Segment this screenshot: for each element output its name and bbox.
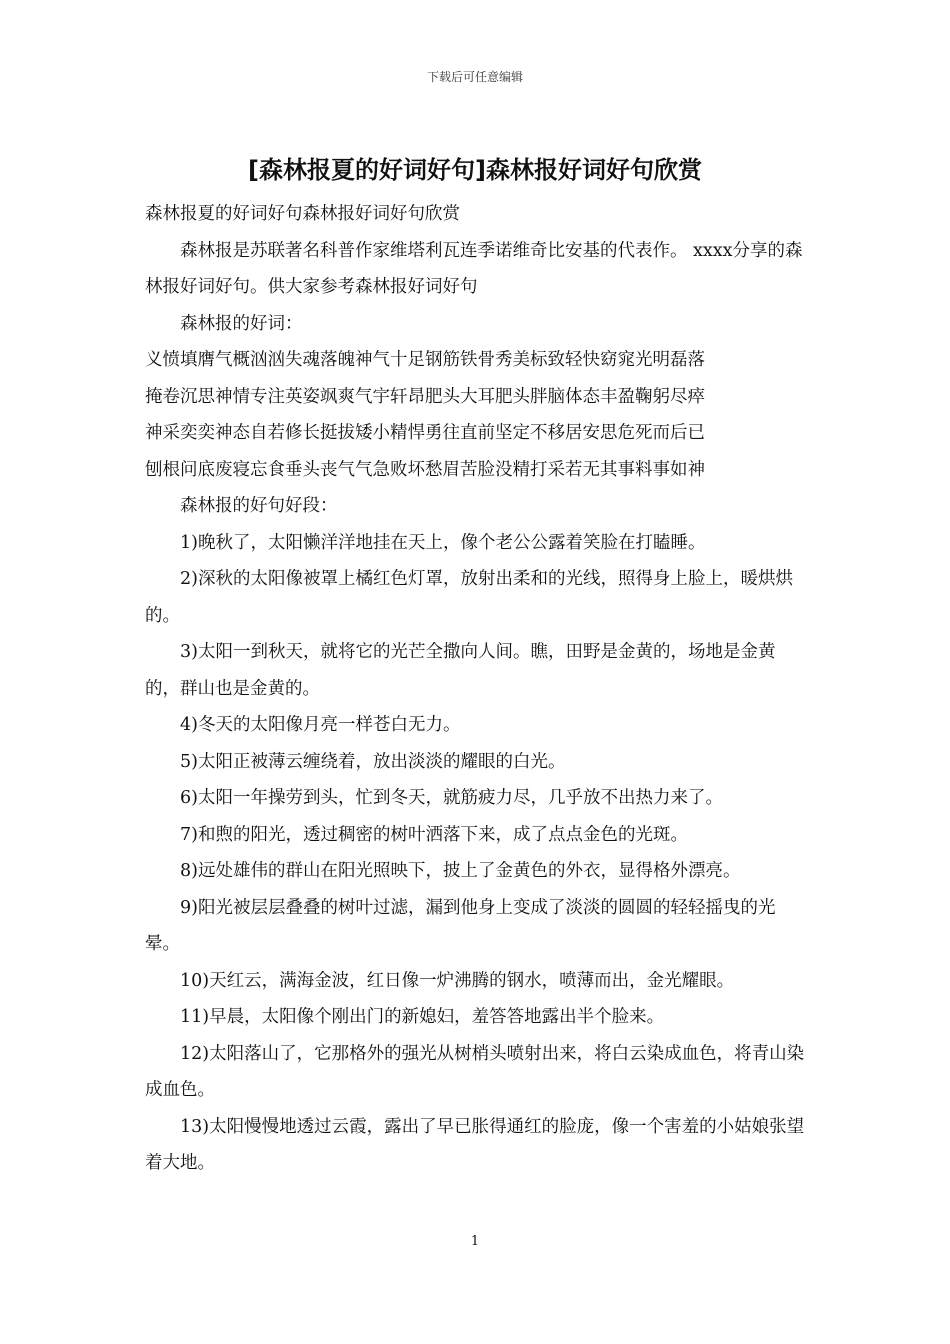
words-line: 神采奕奕神态自若修长挺拔矮小精悍勇往直前坚定不移居安思危死而后已	[145, 423, 705, 443]
sentence-item: 9)阳光被层层叠叠的树叶过滤，漏到他身上变成了淡淡的圆圆的轻轻摇曳的光晕。	[145, 897, 776, 954]
intro-paragraph: 森林报是苏联著名科普作家维塔利瓦连季诺维奇比安基的代表作。 xxxx分享的森林报好词好句。供大家参考森林报好词好句	[145, 240, 803, 297]
sentence-item: 8)远处雄伟的群山在阳光照映下，披上了金黄色的外衣，显得格外漂亮。	[180, 861, 741, 881]
sentence-item: 4)冬天的太阳像月亮一样苍白无力。	[180, 715, 461, 735]
sentence-item: 11)早晨，太阳像个刚出门的新媳妇，羞答答地露出半个脸来。	[180, 1007, 665, 1027]
subtitle: 森林报夏的好词好句森林报好词好句欣赏	[145, 204, 460, 224]
words-heading: 森林报的好词：	[180, 313, 303, 334]
header-note: 下载后可任意编辑	[426, 70, 523, 84]
sentence-item: 3)太阳一到秋天，就将它的光芒全撒向人间。瞧，田野是金黄的，场地是金黄的，群山也是金黄的。	[145, 642, 776, 699]
sentence-item: 2)深秋的太阳像被罩上橘红色灯罩，放射出柔和的光线，照得身上脸上，暖烘烘的。	[145, 569, 793, 626]
words-line: 刨根问底废寝忘食垂头丧气气急败坏愁眉苦脸没精打采若无其事料事如神	[145, 459, 705, 480]
sentence-item: 1)晚秋了，太阳懒洋洋地挂在天上，像个老公公露着笑脸在打瞌睡。	[180, 532, 706, 553]
page-number: 1	[470, 1234, 480, 1249]
document-title: [森林报夏的好词好句]森林报好词好句欣赏	[248, 156, 702, 184]
sentences-heading: 森林报的好句好段：	[180, 496, 338, 516]
sentence-item: 5)太阳正被薄云缠绕着，放出淡淡的耀眼的白光。	[180, 751, 566, 772]
sentence-item: 7)和煦的阳光，透过稠密的树叶洒落下来，成了点点金色的光斑。	[180, 824, 688, 845]
document-body	[145, 196, 807, 1182]
sentence-item: 10)天红云，满海金波，红日像一炉沸腾的钢水，喷薄而出，金光耀眼。	[180, 970, 735, 991]
sentence-item: 13)太阳慢慢地透过云霞，露出了早已胀得通红的脸庞，像一个害羞的小姑娘张望着大地。	[145, 1116, 805, 1173]
sentence-item: 6)太阳一年操劳到头，忙到冬天，就筋疲力尽，几乎放不出热力来了。	[180, 788, 723, 808]
words-line: 掩卷沉思神情专注英姿飒爽气宇轩昂肥头大耳肥头胖脑体态丰盈鞠躬尽瘁	[145, 386, 705, 407]
sentence-item: 12)太阳落山了，它那格外的强光从树梢头喷射出来，将白云染成血色，将青山染成血色。	[145, 1043, 805, 1100]
words-line: 义愤填膺气概汹汹失魂落魄神气十足钢筋铁骨秀美标致轻快窈窕光明磊落	[145, 350, 705, 370]
